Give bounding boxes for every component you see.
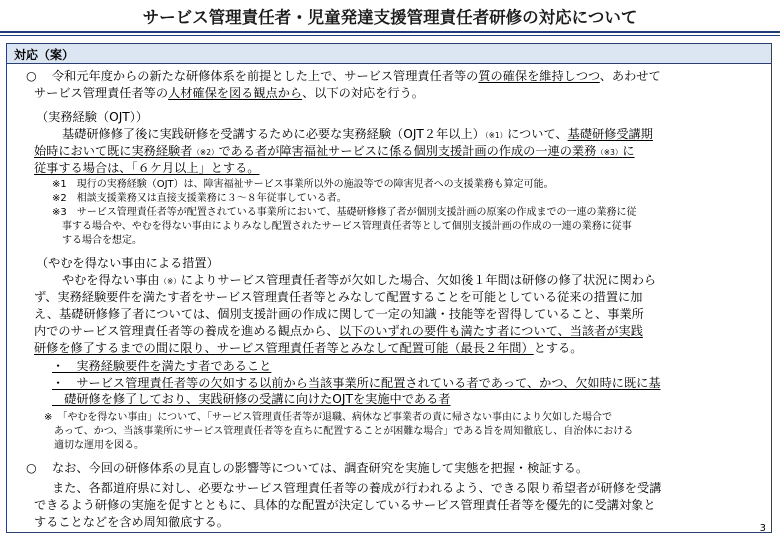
ojt-line-3: 従事する場合は、「６ケ月以上」とする。 bbox=[34, 161, 260, 175]
unavoid-line-3: え、基礎研修修了者については、個別支援計画の作成に関して一定の知識・技能等を習得していること、事業所 bbox=[34, 307, 644, 321]
survey-line-2: また、各都道府県に対し、必要なサービス管理責任者等の養成が行われるよう、できる限り希望者が研修を受講 bbox=[52, 481, 662, 495]
unavoid-line-2: ず、実務経験要件を満たす者をサービス管理責任者等とみなして配置することを可能としている従来の措置に加 bbox=[34, 290, 643, 304]
ojt-line-1: 基礎研修修了後に実践研修を受講するために必要な実務経験（OJT２年以上）（※1）について、基礎研修受講期 bbox=[62, 127, 653, 141]
survey-bullet: ○ bbox=[26, 461, 37, 475]
ojt-note-1: ※1 現行の実務経験（OJT）は、障害福祉サービス事業所以外の施設等での障害児者への支援業務も算定可能。 bbox=[52, 179, 554, 190]
ojt-note-3-end: する場合を想定。 bbox=[52, 235, 142, 246]
title-divider bbox=[0, 31, 780, 33]
unavoid-line-4: 内でのサービス管理責任者等の養成を進める観点から、以下のいずれの要件も満たす者について、当該者が実践 bbox=[34, 324, 643, 338]
intro-line-2: サービス管理責任者等の人材確保を図る観点から、以下の対応を行う。 bbox=[34, 86, 424, 100]
page-title: サービス管理責任者・児童発達支援管理責任者研修の対応について bbox=[142, 8, 638, 27]
survey-line-1: なお、今回の研修体系の見直しの影響等については、調査研究を実施して実態を把握・検証する。 bbox=[52, 461, 589, 475]
survey-line-4: することなどを含め周知徹底する。 bbox=[34, 515, 229, 529]
ojt-line-2: 始時において既に実務経験者（※2）である者が障害福祉サービスに係る個別支援計画の作成の一連の業務（※3）に bbox=[34, 144, 635, 158]
ojt-note-2: ※2 相談支援業務又は直接支援業務に３～８年従事している者。 bbox=[52, 193, 347, 204]
unavoid-line-1: やむを得ない事由（※）によりサービス管理責任者等が欠如した場合、欠如後１年間は研修の修了状況に関わら bbox=[62, 273, 657, 287]
requirement-2-cont: 礎研修を修了しており、実践研修の受講に向けたOJTを実施中である者 bbox=[52, 392, 451, 406]
unavoid-line-5: 研修を修了するまでの間に限り、サービス管理責任者等とみなして配置可能（最長２年間）とする。 bbox=[34, 341, 583, 355]
survey-line-3: できるよう研修の実施を促すとともに、具体的な配置が決定しているサービス管理責任者等を優先的に受講対象と bbox=[34, 498, 656, 512]
unavoid-note-1: ※ 「やむを得ない事由」について、「サービス管理責任者等が退職、病休など事業者の責に帰さない事由により欠如した場合で bbox=[44, 412, 612, 423]
unavoid-note-3: 適切な運用を図る。 bbox=[44, 440, 144, 451]
requirement-2: ・ サービス管理責任者等の欠如する以前から当該事業所に配置されている者であって、かつ、欠如時に既に基 bbox=[52, 376, 661, 390]
box-label: 対応（案） bbox=[14, 48, 75, 62]
ojt-heading: （実務経験（OJT）） bbox=[36, 110, 149, 124]
intro-line-1: 令和元年度からの新たな研修体系を前提とした上で、サービス管理責任者等の質の確保を維持しつつ、あわせて bbox=[52, 69, 661, 83]
intro-bullet: ○ bbox=[26, 69, 37, 83]
title-divider-thin bbox=[0, 35, 780, 36]
ojt-note-3: ※3 サービス管理責任者等が配置されている事業所において、基礎研修修了者が個別支援計画の原案の作成までの一連の業務に従 bbox=[52, 207, 637, 218]
unavoid-heading: （やむを得ない事由による措置） bbox=[36, 256, 219, 270]
ojt-note-3-cont: 事する場合や、やむを得ない事由によりみなし配置されたサービス管理責任者等として個別支援計画の作成の一連の業務に従事 bbox=[52, 221, 632, 232]
unavoid-note-2: あって、かつ、当該事業所にサービス管理責任者等を直ちに配置することが困難な場合」である旨を周知徹底し、自治体における bbox=[44, 426, 634, 437]
box-header bbox=[7, 44, 771, 64]
requirement-1: ・ 実務経験要件を満たす者であること bbox=[52, 359, 272, 373]
page-number: 3 bbox=[759, 523, 766, 534]
